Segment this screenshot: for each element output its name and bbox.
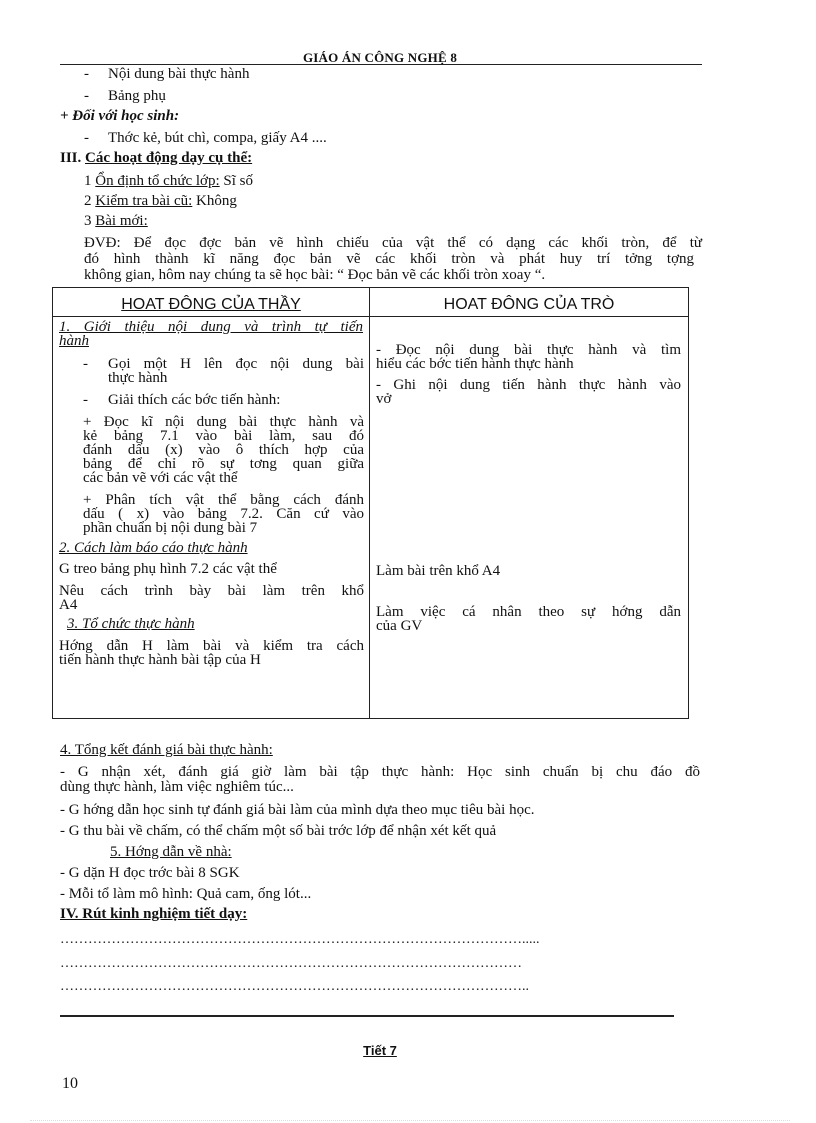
dvd-line: không gian, hôm nay chúng ta sẽ học bài: “ Đọc bản vẽ các khối tròn xoay “. — [84, 267, 546, 283]
page-edge — [30, 1120, 790, 1121]
paragraph-line: Nêu cách trình bày bài làm trên khổ — [59, 583, 364, 599]
paragraph-line: kẻ bảng 7.1 vào bài làm, sau đó — [83, 428, 364, 444]
section-title: 2. Cách làm báo cáo thực hành — [59, 540, 248, 556]
homework-title: 5. Hớng dẫn về nhà: — [110, 844, 232, 860]
section-title: 1. Giới thiệu nội dung và trình tự tiến — [59, 319, 363, 335]
page-header: GIÁO ÁN CÔNG NGHỆ 8 — [302, 50, 458, 65]
dvd-line: ĐVĐ: Để đọc đợc bản vẽ hình chiếu của vật thể có dạng các khối tròn, để từ — [84, 235, 702, 251]
paragraph-line: + Đọc kĩ nội dung bài thực hành và — [83, 414, 364, 430]
paragraph-line: dấu ( x) vào bảng 7.2. Căn cứ vào — [83, 506, 364, 522]
summary-line: dùng thực hành, làm việc nghiêm túc... — [60, 779, 294, 795]
list-item: - Bảng phụ — [84, 88, 166, 104]
list-item: thực hành — [108, 370, 168, 386]
list-item: Giải thích các bớc tiến hành: — [108, 392, 281, 408]
paragraph-line: hiểu các bớc tiến hành thực hành — [376, 356, 574, 372]
paragraph-line: Hớng dẫn H làm bài và kiểm tra cách — [59, 638, 364, 654]
list-item: - Nội dung bài thực hành — [84, 66, 250, 82]
list-item: - — [83, 392, 88, 408]
step-2: 2 Kiểm tra bài cũ: Không — [84, 193, 237, 209]
teacher-activities — [53, 317, 370, 719]
section-4-heading: IV. Rút kinh nghiệm tiết dạy: — [60, 906, 248, 922]
paragraph-line: của GV — [376, 618, 423, 634]
dotted-line: ……………………………………………………………………………………….. — [60, 979, 529, 994]
student-heading: + Đối với học sinh: — [60, 108, 180, 124]
list-item: - Thớc kẻ, bút chì, compa, giấy A4 .... — [84, 130, 327, 146]
homework-line: - Mỗi tổ làm mô hình: Quả cam, ống lót... — [60, 886, 312, 902]
summary-line: - G thu bài về chấm, có thể chấm một số bài trớc lớp để nhận xét kết quả — [60, 823, 497, 839]
page-number: 10 — [62, 1075, 78, 1092]
paragraph-line: Làm bài trên khổ A4 — [376, 563, 501, 579]
paragraph-line: + Phân tích vật thể bằng cách đánh — [83, 492, 364, 508]
paragraph-line: bảng để chỉ rõ sự tơng quan giữa — [83, 456, 364, 472]
paragraph-line: A4 — [59, 597, 78, 613]
section-3-heading: III. Các hoạt động dạy cụ thể: — [60, 150, 253, 166]
paragraph-line: G treo bảng phụ hình 7.2 các vật thể — [59, 561, 277, 577]
paragraph-line: - Đọc nội dung bài thực hành và tìm — [376, 342, 681, 358]
paragraph-line: tiến hành thực hành bài tập của H — [59, 652, 261, 668]
paragraph-line: Làm việc cá nhân theo sự hớng dẫn — [376, 604, 681, 620]
student-column-header: HOAT ĐÔNG CỦA TRÒ — [370, 288, 689, 317]
summary-line: - G hớng dẫn học sinh tự đánh giá bài làm của mình dựa theo mục tiêu bài học. — [60, 802, 535, 818]
dotted-line: ……………………………………………………………………………………… — [60, 956, 522, 971]
homework-line: - G dặn H đọc trớc bài 8 SGK — [60, 865, 240, 881]
next-lesson-title: Tiết 7 — [363, 1043, 397, 1058]
paragraph-line: vở — [376, 391, 392, 407]
student-activities — [370, 317, 689, 719]
dvd-line: đó hình thành kĩ năng đọc bản vẽ các khối tròn và phát huy trí tởng tợng — [84, 251, 694, 267]
paragraph-line: đánh dấu (x) vào ô thích hợp của — [83, 442, 364, 458]
teacher-column-header: HOAT ĐÔNG CỦA THẦY — [53, 288, 370, 317]
header-rule — [60, 64, 702, 65]
summary-title: 4. Tổng kết đánh giá bài thực hành: — [60, 742, 273, 758]
dotted-line: ………………………………………………………………………………………..... — [60, 932, 540, 947]
paragraph-line: các bản vẽ với các vật thể — [83, 470, 238, 486]
section-title: 3. Tổ chức thực hành — [67, 616, 195, 632]
summary-line: - G nhận xét, đánh giá giờ làm bài tập thực hành: Học sinh chuẩn bị chu đáo đồ — [60, 764, 700, 780]
list-item: Gọi một H lên đọc nội dung bài — [108, 356, 364, 372]
bottom-rule — [60, 1015, 674, 1017]
paragraph-line: - Ghi nội dung tiến hành thực hành vào — [376, 377, 681, 393]
list-item: - — [83, 356, 88, 372]
step-3: 3 Bài mới: — [84, 213, 148, 229]
paragraph-line: phần chuẩn bị nội dung bài 7 — [83, 520, 258, 536]
activity-table — [52, 287, 689, 719]
section-title: hành — [59, 333, 89, 349]
step-1: 1 Ổn định tổ chức lớp: Sĩ số — [84, 173, 253, 189]
